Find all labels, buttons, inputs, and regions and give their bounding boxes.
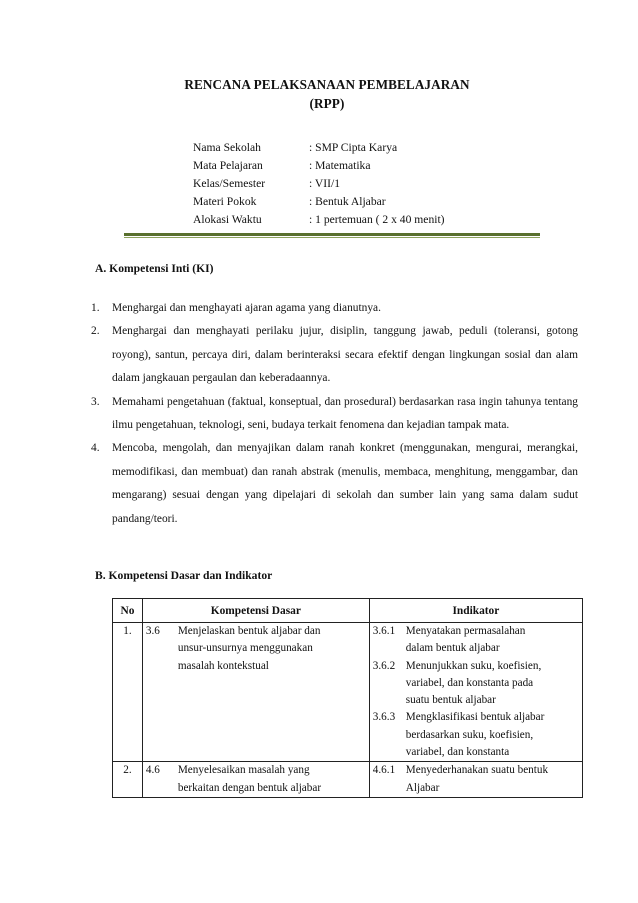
document-title: RENCANA PELAKSANAAN PEMBELAJARAN	[184, 77, 470, 92]
indicator-code: 3.6.2	[372, 659, 396, 672]
indicator-cell	[369, 762, 582, 798]
indicator-entry	[370, 709, 582, 761]
identity-row	[193, 139, 445, 157]
indicator-code: 4.6.1	[372, 764, 396, 777]
list-item	[92, 297, 578, 320]
column-header-kd: Kompetensi Dasar	[142, 599, 369, 623]
kd-cell	[142, 623, 369, 762]
item-text: Memahami pengetahuan (faktual, konseptual, dan prosedural) berdasarkan rasa ingin tahunya tentang ilmu pengetahuan, teknologi, seni, budaya terkait fenomena dan kejadian tampak mata.	[112, 395, 578, 432]
kd-code: 3.6	[145, 625, 160, 637]
kd-table	[112, 598, 583, 798]
indicator-entry	[370, 762, 582, 797]
list-item	[92, 437, 578, 531]
identity-label: Mata Pelajaran	[193, 159, 263, 172]
column-header-indikator: Indikator	[369, 599, 582, 623]
identity-label: Kelas/Semester	[193, 177, 266, 190]
identity-value: : 1 pertemuan ( 2 x 40 menit)	[309, 213, 445, 226]
indicator-text: Mengklasifikasi bentuk aljabar berdasarkan suku, koefisien, variabel, dan konstanta	[405, 711, 545, 759]
identity-row	[193, 175, 445, 193]
kd-text: Menyelesaikan masalah yang berkaitan dengan bentuk aljabar	[177, 764, 322, 794]
identity-row	[193, 157, 445, 175]
item-text: Menghargai dan menghayati ajaran agama yang dianutnya.	[112, 302, 381, 314]
indicator-text: Menyederhanakan suatu bentuk Aljabar	[405, 764, 549, 794]
kd-entry	[143, 623, 369, 675]
table-row	[113, 623, 583, 762]
identity-value: : Matematika	[309, 159, 371, 172]
row-number: 1.	[113, 623, 143, 762]
item-number: 1.	[91, 302, 100, 314]
kd-code: 4.6	[145, 764, 160, 777]
indicator-cell	[369, 623, 582, 762]
table-row	[113, 762, 583, 798]
kd-text: Menjelaskan bentuk aljabar dan unsur-unsurnya menggunakan masalah kontekstual	[177, 625, 321, 672]
indicator-entry	[370, 658, 582, 710]
identity-label: Alokasi Waktu	[193, 213, 262, 226]
header-divider-thin	[124, 237, 540, 238]
kd-cell	[142, 762, 369, 798]
item-text: Mencoba, mengolah, dan menyajikan dalam ranah konkret (menggunakan, mengurai, merangkai, memodifikasi, dan membuat) dan ranah abstrak (menulis, membaca, menghitung, menggambar, dan mengarang) sesuai dengan yang dipelajari di sekolah dan sumber lain yang sama dalam sudut pandang/teori.	[112, 442, 578, 525]
item-text: Menghargai dan menghayati perilaku jujur, disiplin, tanggung jawab, peduli (toleransi, gotong royong), santun, percaya diri, dalam berinteraksi secara efektif dengan lingkungan sosial dan alam dalam jangkauan pergaulan dan keberadaannya.	[112, 325, 578, 385]
identity-label: Nama Sekolah	[193, 141, 261, 154]
row-number: 2.	[113, 762, 143, 798]
item-number: 2.	[91, 325, 100, 338]
section-a-heading: A. Kompetensi Inti (KI)	[95, 262, 214, 275]
table-header-row	[113, 599, 583, 623]
column-header-no: No	[113, 599, 143, 623]
list-item	[92, 391, 578, 438]
indicator-text: Menyatakan permasalahan dalam bentuk aljabar	[405, 625, 526, 655]
indicator-code: 3.6.1	[372, 625, 396, 637]
section-b-heading: B. Kompetensi Dasar dan Indikator	[95, 569, 273, 582]
kd-entry	[143, 762, 369, 797]
document-subtitle: (RPP)	[309, 96, 345, 111]
indicator-entry	[370, 623, 582, 658]
item-number: 3.	[91, 395, 100, 408]
identity-value: : VII/1	[309, 177, 341, 190]
identity-label: Materi Pokok	[193, 195, 257, 208]
identity-block	[193, 139, 445, 229]
indicator-text: Menunjukkan suku, koefisien, variabel, dan konstanta pada suatu bentuk aljabar	[405, 659, 542, 707]
list-item	[92, 320, 578, 390]
item-number: 4.	[91, 442, 100, 455]
identity-value: : Bentuk Aljabar	[309, 195, 386, 208]
identity-row	[193, 211, 445, 229]
identity-row	[193, 193, 445, 211]
identity-value: : SMP Cipta Karya	[309, 141, 398, 154]
indicator-code: 3.6.3	[372, 711, 396, 724]
ki-list	[92, 297, 578, 531]
header-divider	[124, 233, 540, 236]
